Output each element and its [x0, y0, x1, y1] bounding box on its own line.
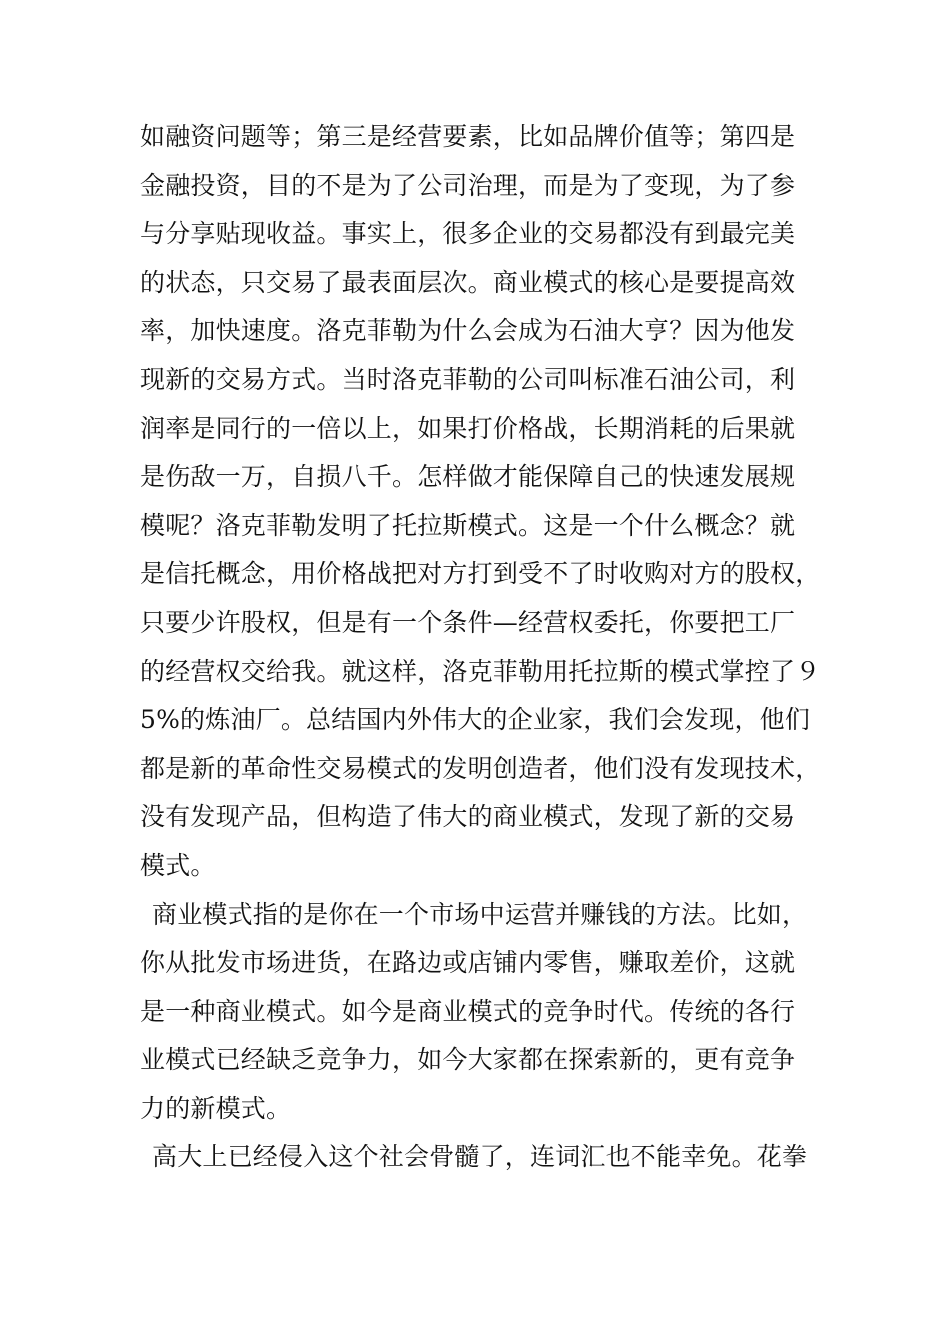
- text-line: 率，加快速度。洛克菲勒为什么会成为石油大亨？因为他发: [140, 316, 796, 346]
- text-line: 5%的炼油厂。总结国内外伟大的企业家，我们会发现，他们: [140, 705, 811, 735]
- text-line: 模式。: [140, 850, 216, 880]
- text-line: 与分享贴现收益。事实上，很多企业的交易都没有到最完美: [140, 219, 796, 249]
- text-line: 是伤敌一万，自损八千。怎样做才能保障自己的快速发展规: [140, 462, 796, 492]
- text-line: 现新的交易方式。当时洛克菲勒的公司叫标准石油公司，利: [140, 364, 796, 394]
- paragraph-start-line: 商业模式指的是你在一个市场中运营并赚钱的方法。比如，: [152, 899, 808, 929]
- text-line: 只要少许股权，但是有一个条件—经营权委托，你要把工厂: [140, 607, 796, 637]
- text-line: 的经营权交给我。就这样，洛克菲勒用托拉斯的模式掌控了９: [140, 656, 821, 686]
- text-line: 是一种商业模式。如今是商业模式的竞争时代。传统的各行: [140, 996, 796, 1026]
- text-line: 业模式已经缺乏竞争力，如今大家都在探索新的，更有竞争: [140, 1045, 796, 1075]
- text-line: 金融投资，目的不是为了公司治理，而是为了变现，为了参: [140, 170, 796, 200]
- text-line: 没有发现产品，但构造了伟大的商业模式，发现了新的交易: [140, 802, 796, 832]
- body-text: [140, 113, 830, 1182]
- text-line: 你从批发市场进货，在路边或店铺内零售，赚取差价，这就: [140, 948, 796, 978]
- paragraph-start-line: 高大上已经侵入这个社会骨髓了，连词汇也不能幸免。花拳: [152, 1142, 808, 1172]
- text-line: 是信托概念，用价格战把对方打到受不了时收购对方的股权，: [140, 559, 821, 589]
- text-line: 都是新的革命性交易模式的发明创造者，他们没有发现技术，: [140, 753, 821, 783]
- text-line: 的状态，只交易了最表面层次。商业模式的核心是要提高效: [140, 267, 796, 297]
- text-line: 力的新模式。: [140, 1093, 292, 1123]
- text-line: 润率是同行的一倍以上，如果打价格战，长期消耗的后果就: [140, 413, 796, 443]
- text-line: 如融资问题等；第三是经营要素，比如品牌价值等；第四是: [140, 122, 796, 151]
- text-line: 模呢？洛克菲勒发明了托拉斯模式。这是一个什么概念？就: [140, 510, 796, 540]
